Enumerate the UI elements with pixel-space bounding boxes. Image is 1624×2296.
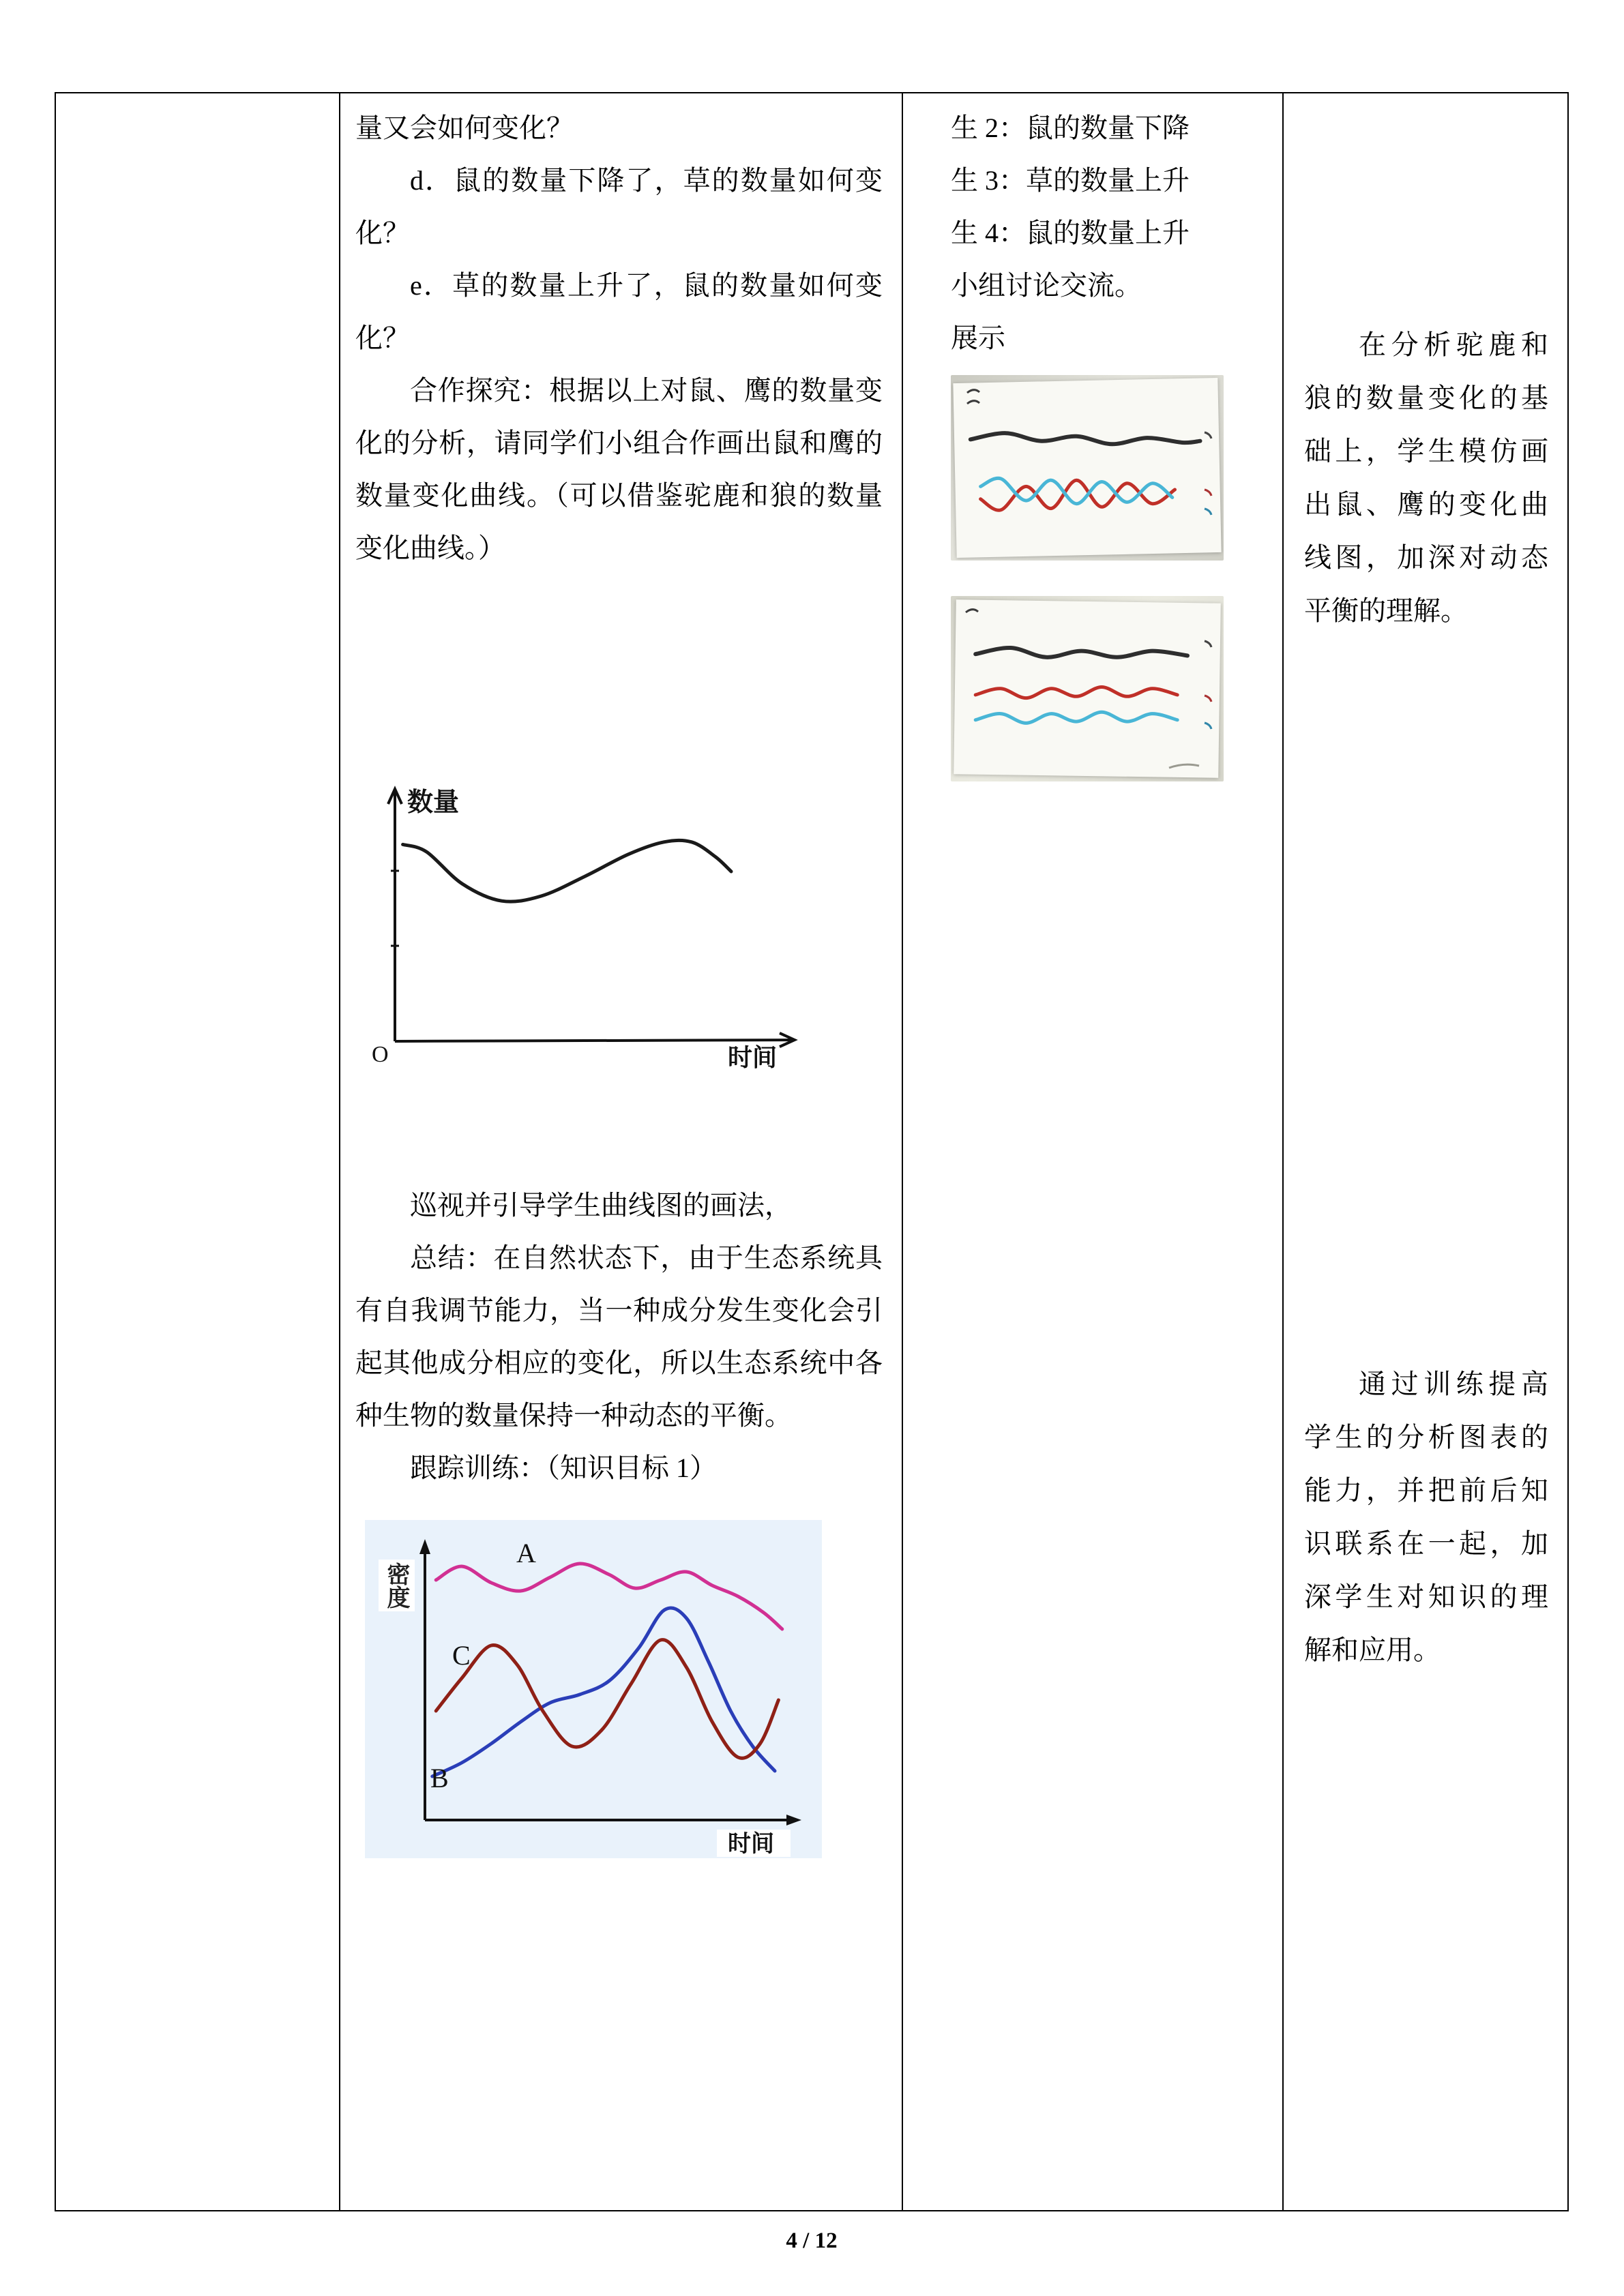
student-activity-line: 小组讨论交流。 (951, 270, 1142, 301)
student-drawing-photo-1 (951, 375, 1224, 561)
teacher-paragraph: 量又会如何变化？ (355, 113, 574, 143)
y-axis-label: 密度 (379, 1560, 415, 1611)
student-answer-line: 生 3：草的数量上升 (951, 165, 1190, 196)
table-cell-student-activity (903, 93, 1284, 2210)
x-axis-label: 时间 (728, 1831, 774, 1857)
curve-end-mark (1205, 509, 1211, 515)
origin-label: O (372, 1042, 389, 1067)
teacher-paragraph: 跟踪训练：（知识目标 1） (410, 1452, 717, 1483)
design-intent-note: 在分析驼鹿和狼的数量变化的基础上，学生模仿画出鼠、鹰的变化曲线图，加深对动态平衡的理解。 (1304, 329, 1548, 626)
curve-end-mark (1205, 432, 1211, 438)
density-chart-svg (365, 1520, 822, 1858)
curve-end-mark (1205, 723, 1211, 729)
handwritten-mark (966, 610, 978, 612)
photo-1-sketch (951, 375, 1224, 561)
photo-curve-blue (975, 712, 1177, 723)
student-activity-line: 展示 (951, 323, 1005, 353)
hand-drawn-population-chart (362, 769, 812, 1075)
handwritten-mark (967, 390, 979, 404)
lesson-plan-table (55, 92, 1569, 2211)
x-axis (395, 1040, 793, 1041)
curve-end-mark (1205, 641, 1211, 647)
teacher-paragraph: 巡视并引导学生曲线图的画法， (410, 1190, 792, 1221)
curve-B-label: B (430, 1763, 449, 1793)
curve-C-label: C (452, 1640, 471, 1671)
student-answer-line: 生 2：鼠的数量下降 (951, 113, 1190, 143)
table-cell-teacher-activity (340, 93, 903, 2210)
table-cell-stage (56, 93, 340, 2210)
photo-2-sketch (951, 596, 1224, 781)
tracking-exercise-density-chart (365, 1520, 822, 1858)
teacher-paragraph: 合作探究：根据以上对鼠、鹰的数量变化的分析，请同学们小组合作画出鼠和鹰的数量变化曲线。（可以借鉴驼鹿和狼的数量变化曲线。） (355, 375, 883, 563)
handwritten-mark (1169, 764, 1199, 768)
hand-drawn-chart-svg (362, 769, 812, 1075)
design-intent-note: 通过训练提高学生的分析图表的能力，并把前后知识联系在一起，加深学生对知识的理解和应用。 (1304, 1369, 1548, 1665)
population-curve (403, 840, 731, 901)
student-answer-line: 生 4：鼠的数量上升 (951, 218, 1190, 248)
student-drawing-photo-2 (951, 596, 1224, 781)
teacher-paragraph: e．草的数量上升了，鼠的数量如何变化？ (355, 270, 883, 353)
teacher-paragraph: 总结：在自然状态下，由于生态系统具有自我调节能力，当一种成分发生变化会引起其他成分相应的变化，所以生态系统中各种生物的数量保持一种动态的平衡。 (355, 1242, 883, 1431)
x-axis-label: 时间 (728, 1043, 778, 1071)
teacher-paragraph: d．鼠的数量下降了，草的数量如何变化？ (355, 165, 883, 248)
table-cell-design-intent (1284, 93, 1567, 2210)
photo-curve-black (975, 648, 1187, 657)
page-number: 4 / 12 (786, 2228, 838, 2253)
photo-curve-red (975, 687, 1177, 698)
curve-A-label: A (516, 1538, 536, 1568)
curve-end-mark (1205, 490, 1211, 496)
y-axis-label: 数量 (407, 788, 460, 817)
curve-end-mark (1205, 696, 1211, 702)
photo-curve-black (971, 433, 1200, 444)
